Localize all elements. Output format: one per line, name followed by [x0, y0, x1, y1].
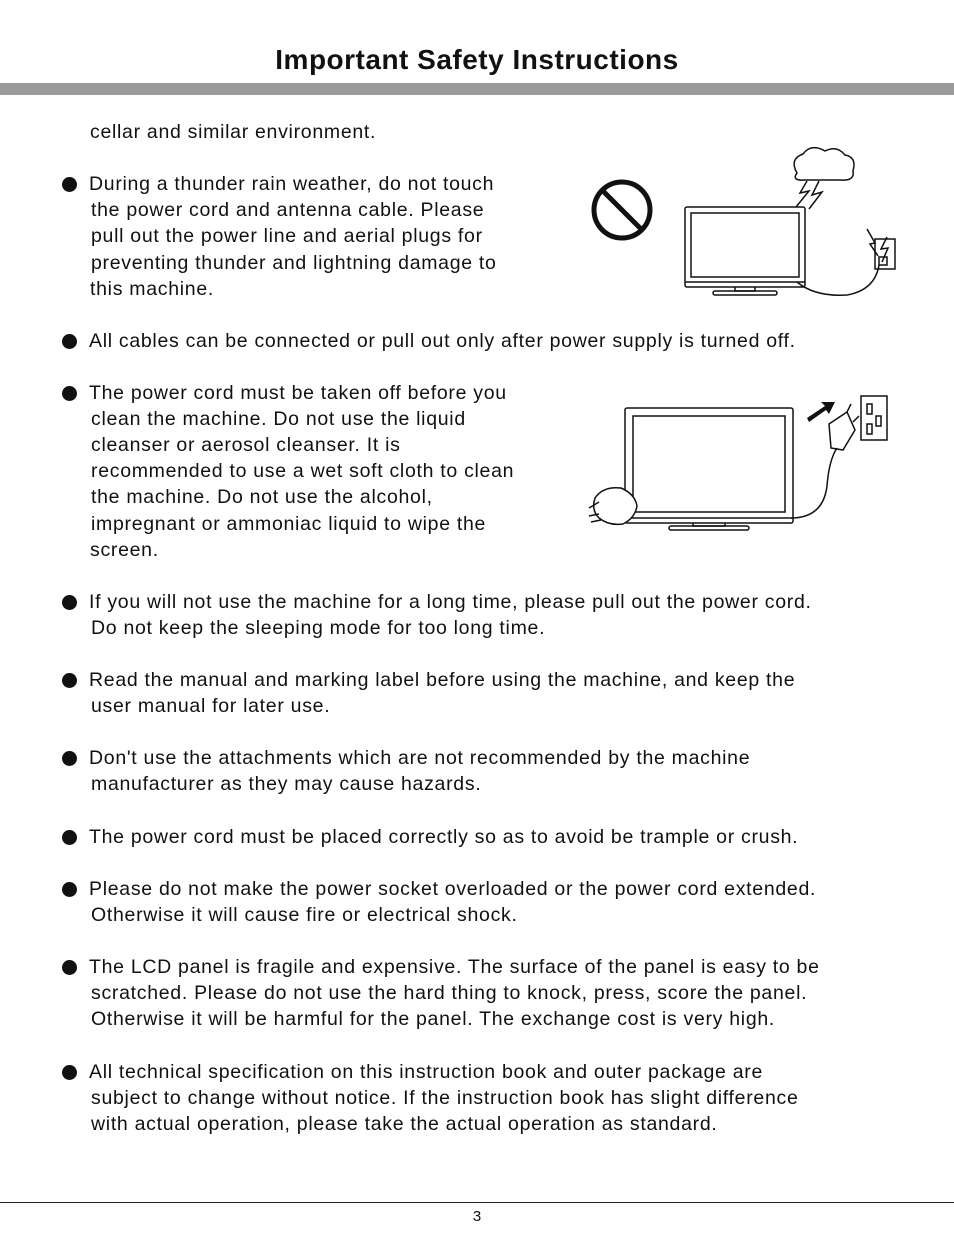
bullet-icon	[62, 882, 77, 897]
bullet-2-line-1: All cables can be connected or pull out only after power supply is turned off.	[89, 330, 796, 352]
bullet-3-line-2: clean the machine. Do not use the liquid	[91, 408, 466, 430]
bullet-4-line-2: Do not keep the sleeping mode for too long time.	[91, 617, 546, 639]
bullet-5-line-1: Read the manual and marking label before using the machine, and keep the	[89, 669, 796, 691]
bullet-icon	[62, 334, 77, 349]
bullet-1-line-5: this machine.	[90, 278, 214, 300]
title-underline-bar	[0, 83, 954, 95]
bullet-3-line-7: screen.	[90, 539, 159, 561]
bullet-8-line-2: Otherwise it will cause fire or electrical shock.	[91, 904, 518, 926]
bullet-3-line-3: cleanser or aerosol cleanser. It is	[91, 434, 401, 456]
bullet-icon	[62, 673, 77, 688]
prohibited-icon	[594, 182, 650, 238]
bullet-10-line-3: with actual operation, please take the actual operation as standard.	[91, 1113, 718, 1135]
bullet-icon	[62, 1065, 77, 1080]
bullet-icon	[62, 960, 77, 975]
bullet-3-line-1: The power cord must be taken off before you	[89, 382, 507, 404]
bullet-icon	[62, 751, 77, 766]
footer-rule	[0, 1202, 954, 1203]
bullet-9-line-3: Otherwise it will be harmful for the panel. The exchange cost is very high.	[91, 1008, 776, 1030]
power-cord	[797, 265, 879, 295]
bullet-1-line-4: preventing thunder and lightning damage to	[91, 252, 497, 274]
cloud-icon	[794, 148, 854, 209]
bullet-10-line-2: subject to change without notice. If the instruction book has slight difference	[91, 1087, 799, 1109]
tv-icon	[625, 408, 793, 530]
bullet-9-line-2: scratched. Please do not use the hard thing to knock, press, score the panel.	[91, 982, 808, 1004]
hand-cloth-icon	[589, 488, 637, 525]
socket-icon	[861, 396, 887, 440]
bullet-3-line-6: impregnant or ammoniac liquid to wipe the	[91, 513, 487, 535]
bullet-1-line-3: pull out the power line and aerial plugs for	[91, 225, 483, 247]
bullet-7-line-1: The power cord must be placed correctly so as to avoid be trample or crush.	[89, 826, 799, 848]
bullet-5-line-2: user manual for later use.	[91, 695, 331, 717]
bullet-1-line-1: During a thunder rain weather, do not touch	[89, 173, 495, 195]
bullet-3-line-5: the machine. Do not use the alcohol,	[91, 486, 433, 508]
tv-icon	[685, 207, 805, 295]
power-cord	[791, 448, 837, 518]
plug-icon	[829, 404, 859, 450]
page-title: Important Safety Instructions	[275, 44, 679, 75]
arrow-icon	[807, 402, 835, 422]
bullet-3-line-4: recommended to use a wet soft cloth to clean	[91, 460, 515, 482]
bullet-8-line-1: Please do not make the power socket overloaded or the power cord extended.	[89, 878, 817, 900]
thunder-tv-illustration	[585, 145, 905, 305]
bullet-icon	[62, 386, 77, 401]
cleaning-tv-illustration	[585, 390, 895, 535]
page-number: 3	[472, 1208, 482, 1225]
bullet-9-line-1: The LCD panel is fragile and expensive. The surface of the panel is easy to be	[89, 956, 820, 978]
bullet-1-line-2: the power cord and antenna cable. Please	[91, 199, 485, 221]
bullet-6-line-1: Don't use the attachments which are not recommended by the machine	[89, 747, 751, 769]
bullet-icon	[62, 595, 77, 610]
bullet-4-line-1: If you will not use the machine for a long time, please pull out the power cord.	[89, 591, 812, 613]
continuation-line: cellar and similar environment.	[90, 121, 377, 143]
bullet-10-line-1: All technical specification on this instruction book and outer package are	[89, 1061, 764, 1083]
bullet-icon	[62, 830, 77, 845]
bullet-icon	[62, 177, 77, 192]
bullet-6-line-2: manufacturer as they may cause hazards.	[91, 773, 482, 795]
